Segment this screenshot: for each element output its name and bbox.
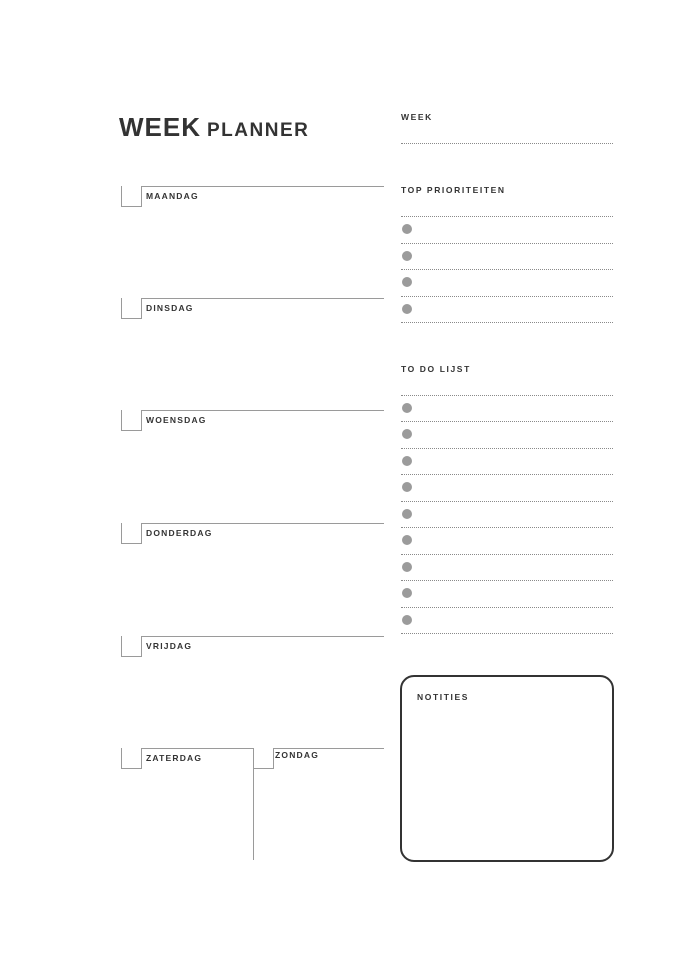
week-field-line[interactable] [401,143,613,144]
day-checkbox[interactable] [121,298,142,319]
todo-line[interactable] [401,474,613,475]
title-week: WEEK [119,112,201,142]
weekend-separator [253,748,254,860]
bullet-icon [402,535,412,545]
day-label: MAANDAG [146,191,199,201]
day-checkbox[interactable] [121,748,142,769]
day-divider-line [121,636,384,637]
todo-line[interactable] [401,421,613,422]
priority-line[interactable] [401,243,613,244]
week-label: WEEK [401,112,433,122]
bullet-icon [402,509,412,519]
todo-line[interactable] [401,395,613,396]
day-label: WOENSDAG [146,415,207,425]
bullet-icon [402,403,412,413]
day-label: VRIJDAG [146,641,193,651]
notes-label: NOTITIES [417,692,469,702]
priority-line[interactable] [401,269,613,270]
bullet-icon [402,277,412,287]
bullet-icon [402,482,412,492]
priority-line[interactable] [401,322,613,323]
page-title [119,112,309,143]
todo-line[interactable] [401,633,613,634]
notes-box[interactable] [400,675,614,862]
bullet-icon [402,562,412,572]
todo-label: TO DO LIJST [401,364,471,374]
todo-line[interactable] [401,554,613,555]
day-checkbox[interactable] [121,523,142,544]
day-checkbox[interactable] [121,636,142,657]
priority-line[interactable] [401,296,613,297]
title-planner: PLANNER [207,120,310,141]
day-checkbox[interactable] [253,748,274,769]
bullet-icon [402,456,412,466]
day-checkbox[interactable] [121,186,142,207]
priority-line[interactable] [401,216,613,217]
bullet-icon [402,304,412,314]
day-checkbox[interactable] [121,410,142,431]
day-label: DONDERDAG [146,528,213,538]
bullet-icon [402,251,412,261]
bullet-icon [402,588,412,598]
day-divider-line [121,523,384,524]
bullet-icon [402,224,412,234]
day-label: DINSDAG [146,303,194,313]
day-divider-line [121,410,384,411]
todo-line[interactable] [401,527,613,528]
bullet-icon [402,429,412,439]
bullet-icon [402,615,412,625]
day-label: ZONDAG [275,750,320,760]
day-divider-line [121,298,384,299]
todo-line[interactable] [401,448,613,449]
day-divider-line [121,186,384,187]
todo-line[interactable] [401,580,613,581]
todo-line[interactable] [401,607,613,608]
day-label: ZATERDAG [146,753,203,763]
todo-line[interactable] [401,501,613,502]
priorities-label: TOP PRIORITEITEN [401,185,506,195]
